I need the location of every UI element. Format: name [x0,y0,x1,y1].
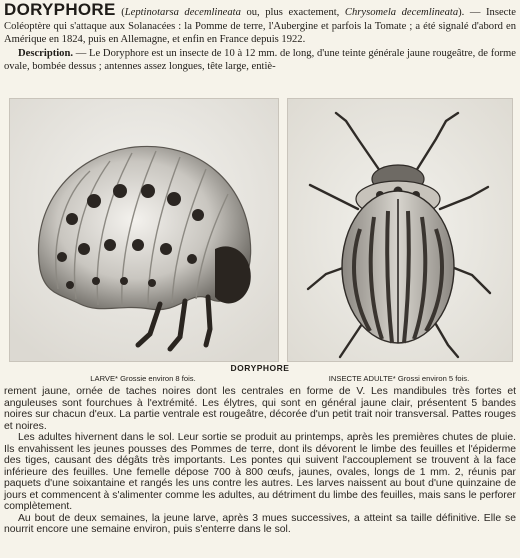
adult-caption-label: INSECTE ADULTE* [328,374,396,383]
description-label: Description. [18,47,74,59]
body-paragraph-1: rement jaune, ornée de taches noires dont les centrales en forme de V. Les mandibules très fortes et anguleuses sont fourchues à l'extrémité. Les élytres, qui sont en général jaune clair, présentent 5 bandes noires sur chacun d'eux. La partie ventrale est rougeâtre, décorée d'un petit trait noir transversal. Pattes rouges et noires. [4,386,516,432]
intro-mid: ou, plus exactement, [240,7,345,18]
beetle-illustration [288,99,512,361]
entry-intro [4,0,516,74]
entry-headword: DORYPHORE [4,0,116,19]
adult-caption [287,374,511,383]
latin-name-1: Leptinotarsa decemlineata [124,7,241,18]
larva-caption [9,374,277,383]
plate-title: DORYPHORE [230,363,290,373]
adult-caption-text: Grossi environ 5 fois. [395,374,470,383]
intro-open: ( [115,7,125,18]
description-text: — Le Doryphore est un insecte de 10 à 12 mm. de long, d'une teinte générale jaune rougeâtre, de forme ovale, bombée dessus ; antennes assez longues, tête large, entiè- [4,47,516,72]
larva-illustration [10,99,278,361]
larva-photo [9,98,279,362]
entry-body [4,386,516,536]
latin-name-2: Chrysomela decemlineata [344,7,459,18]
adult-beetle-photo [287,98,513,362]
intro-rest: ). — Insecte Coléoptère qui s'attaque aux Solanacées : la Pomme de terre, l'Aubergine et parfois la Tomate ; a été signalé d'abord en Amérique en 1824, puis en Allemagne, et enfin en France depuis 1922. [4,7,516,45]
body-paragraph-3: Au bout de deux semaines, la jeune larve, après 3 mues successives, a atteint sa taille définitive. Elle se nourrit encore une semaine environ, puis s'enterre dans le sol. [4,512,516,535]
larva-caption-label: LARVE* [90,374,119,383]
body-paragraph-2: Les adultes hivernent dans le sol. Leur sortie se produit au printemps, après les premières chutes de pluie. Ils envahissent les jeunes pousses des Pommes de terre, dont ils dévorent le limbe des feuilles et l'épiderme des tiges, causant des dégâts très importants. Les pontes qui suivent l'accouplement se trouvent à la face inférieure des feuilles. Une femelle dépose 700 à 800 œufs, jaunes, ovales, longs de 1 mm. 2, réunis par paquets d'une soixantaine et rangés les uns contre les autres. Les larves naissent au bout d'une quinzaine de jours et commencent à s'alimenter comme les adultes, au détriment du limbe des feuilles, mais sans le perforer complètement. [4,432,516,512]
larva-caption-text: Grossie environ 8 fois. [118,374,196,383]
